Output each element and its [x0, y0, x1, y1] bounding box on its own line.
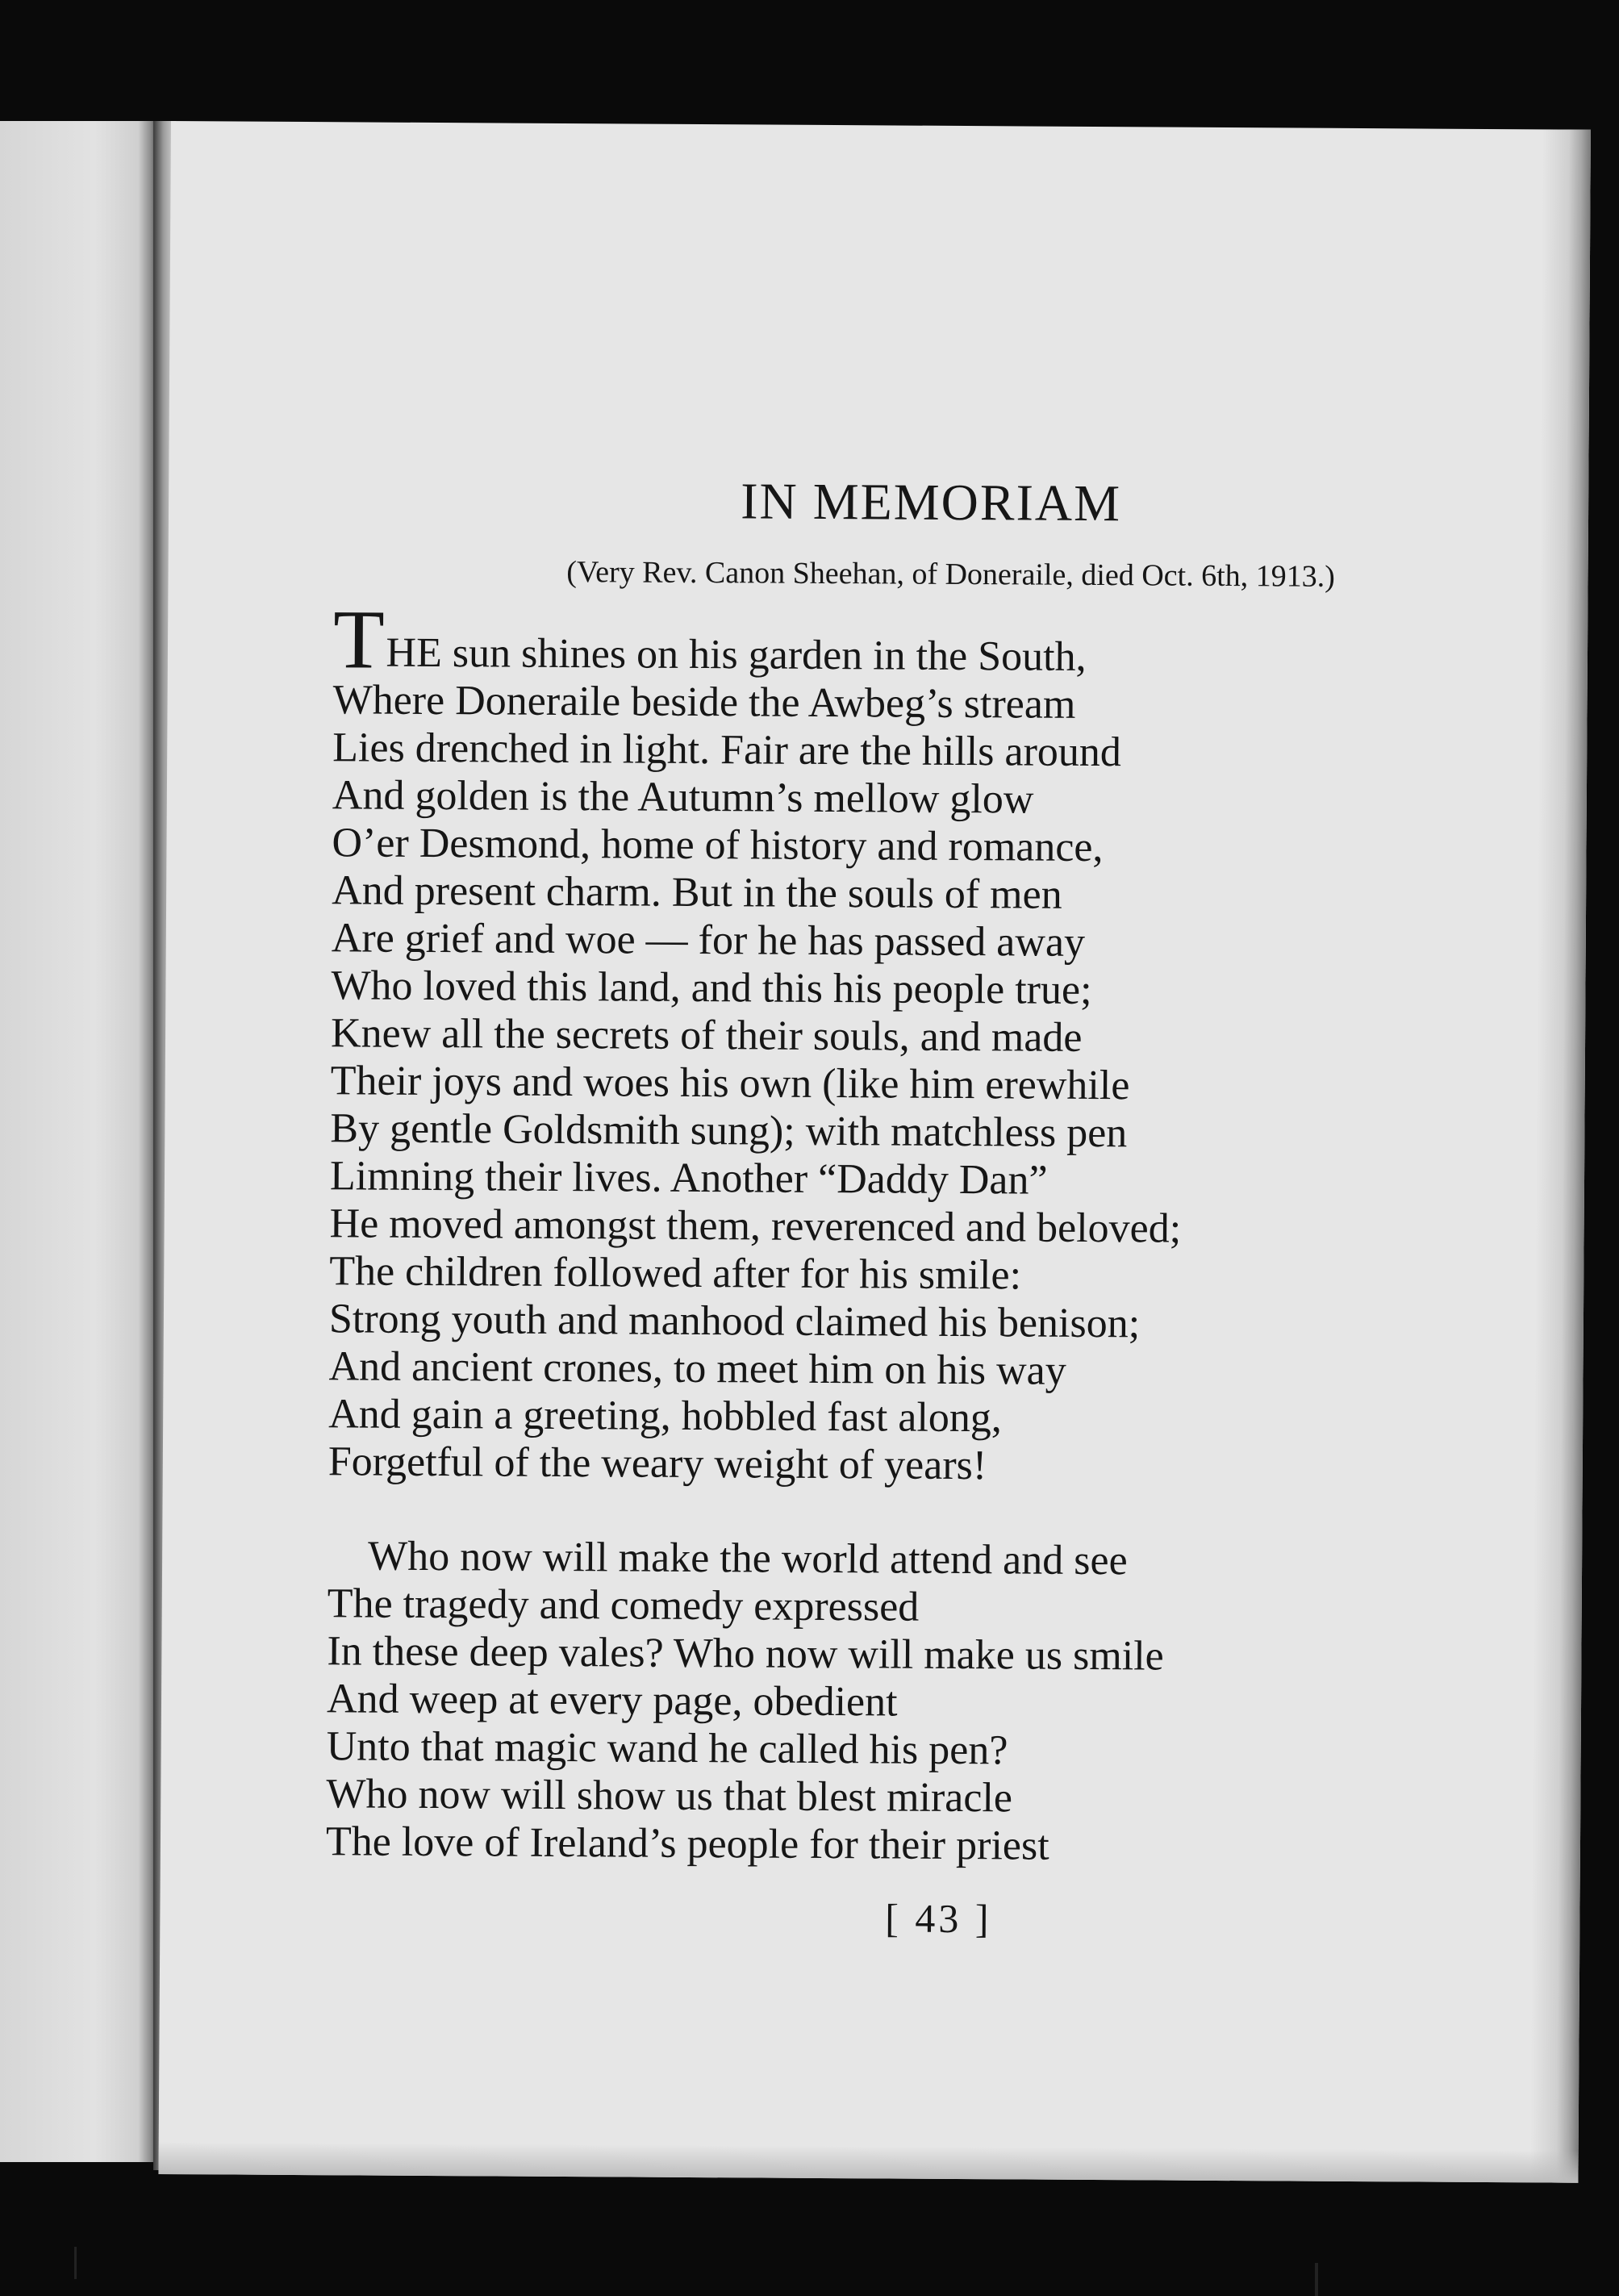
page-number: [ 43 ]: [885, 1895, 992, 1942]
verse-line: Their joys and woes his own (like him erewhile: [330, 1058, 1130, 1109]
verse-line: Who now will make the world attend and see: [367, 1533, 1128, 1584]
verse-line: Who now will show us that blest miracle: [326, 1771, 1013, 1822]
verse-line-text: HE sun shines on his garden in the South,: [386, 629, 1087, 680]
scan-mark: [74, 2247, 77, 2279]
verse-line: Unto that magic wand he called his pen?: [326, 1723, 1008, 1774]
verse-line: And weep at every page, obedient: [326, 1676, 898, 1726]
verse-line: [332, 593, 1495, 687]
verse-line: Are grief and woe — for he has passed away: [331, 915, 1086, 966]
verse-line: The tragedy and comedy expressed: [327, 1580, 920, 1630]
book-page: [158, 121, 1591, 2183]
verse-line: Knew all the secrets of their souls, and made: [330, 1010, 1083, 1061]
verse-line: And golden is the Autumn’s mellow glow: [332, 772, 1034, 823]
verse-line: And present charm. But in the souls of men: [332, 867, 1062, 918]
scan-mark: [1315, 2263, 1318, 2296]
verse-line: The children followed after for his smile:: [329, 1248, 1022, 1299]
verse-line: The love of Ireland’s people for their priest: [325, 1818, 1049, 1869]
verse-line: And ancient crones, to meet him on his way: [328, 1343, 1066, 1394]
drop-cap: T: [332, 593, 385, 687]
page-content: [325, 469, 1496, 1945]
verse-line: Forgetful of the weary weight of years!: [328, 1438, 987, 1489]
verse-line: In these deep vales? Who now will make us smile: [327, 1628, 1164, 1680]
verse-line: Strong youth and manhood claimed his benison;: [328, 1296, 1141, 1347]
facing-page: [0, 121, 157, 2162]
verse-line: By gentle Goldsmith sung); with matchless pen: [330, 1105, 1128, 1157]
poem-dedication: (Very Rev. Canon Sheehan, of Doneraile, died Oct. 6th, 1913.): [566, 555, 1335, 594]
verse-line: Who loved this land, and this his people true;: [331, 962, 1092, 1013]
verse-line: He moved amongst them, reverenced and beloved;: [329, 1200, 1182, 1252]
stanza-2: [326, 1532, 1489, 1872]
verse-line: Lies drenched in light. Fair are the hills around: [332, 724, 1122, 776]
poem-title: IN MEMORIAM: [741, 472, 1122, 532]
page-bottom-shadow: [158, 2142, 1578, 2183]
verse-line: Limning their lives. Another “Daddy Dan”: [329, 1153, 1048, 1204]
verse-line: O’er Desmond, home of history and romance,: [332, 820, 1104, 871]
page-edge-shadow: [1529, 129, 1591, 2182]
stanza-1: [328, 593, 1496, 1492]
verse-line: And gain a greeting, hobbled fast along,: [328, 1391, 1003, 1442]
verse-line: Where Doneraile beside the Awbeg’s stream: [332, 677, 1076, 728]
stanza-break: [328, 1485, 1489, 1539]
